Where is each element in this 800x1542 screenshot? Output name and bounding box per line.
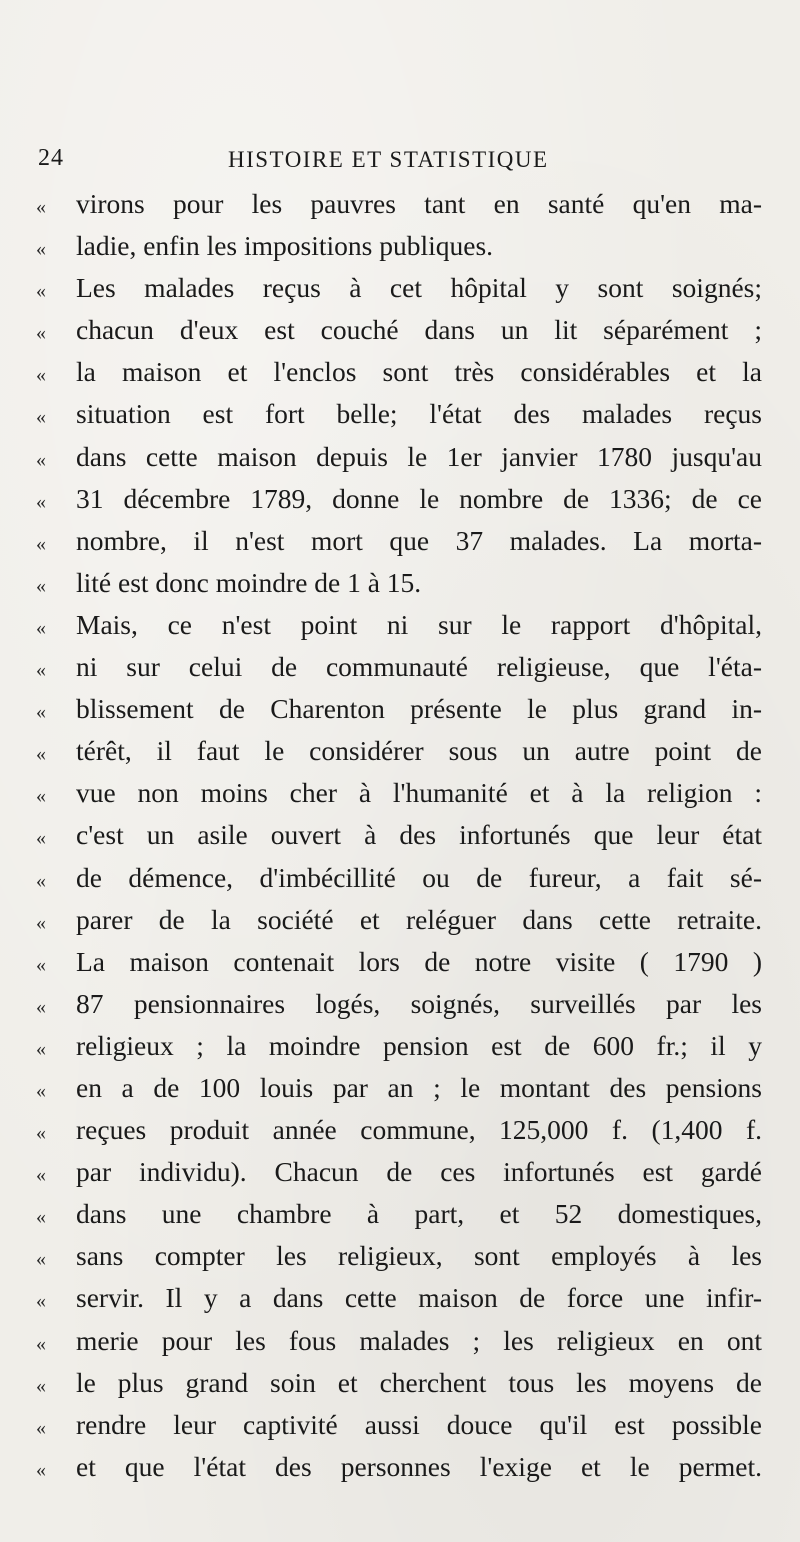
guillemet-mark: « bbox=[36, 953, 46, 976]
line-text: vue non moins cher à l'humanité et à la religion : bbox=[76, 777, 762, 809]
guillemet-mark: « bbox=[36, 322, 46, 345]
text-line bbox=[36, 1067, 762, 1109]
text-line bbox=[36, 941, 762, 983]
guillemet-mark: « bbox=[36, 659, 46, 682]
line-text: sans compter les religieux, sont employés à les bbox=[76, 1240, 762, 1272]
line-text: chacun d'eux est couché dans un lit séparément ; bbox=[76, 314, 762, 346]
text-line bbox=[36, 604, 762, 646]
text-line bbox=[36, 772, 762, 814]
guillemet-mark: « bbox=[36, 1122, 46, 1145]
text-line bbox=[36, 267, 762, 309]
guillemet-mark: « bbox=[36, 196, 46, 218]
line-text: La maison contenait lors de notre visite ( 1790 ) bbox=[76, 945, 762, 977]
text-line bbox=[36, 351, 762, 393]
text-line bbox=[36, 857, 762, 899]
line-text: dans cette maison depuis le 1er janvier 1780 jusqu'au bbox=[76, 440, 762, 472]
line-text: religieux ; la moindre pension est de 600 fr.; il y bbox=[76, 1029, 762, 1061]
text-line bbox=[36, 688, 762, 730]
line-text: reçues produit année commune, 125,000 f. (1,400 f. bbox=[76, 1114, 762, 1146]
text-line bbox=[36, 1151, 762, 1193]
line-text: merie pour les fous malades ; les religieux en ont bbox=[76, 1324, 762, 1356]
line-text: ladie, enfin les impositions publiques. bbox=[76, 230, 494, 262]
text-line bbox=[36, 183, 762, 225]
line-text: rendre leur captivité aussi douce qu'il est possible bbox=[76, 1408, 762, 1440]
guillemet-mark: « bbox=[36, 490, 46, 513]
line-text: 87 pensionnaires logés, soignés, surveillés par les bbox=[76, 987, 762, 1019]
text-line bbox=[36, 730, 762, 772]
line-text: le plus grand soin et cherchent tous les moyens de bbox=[76, 1366, 762, 1398]
text-line bbox=[36, 520, 762, 562]
text-line bbox=[36, 309, 762, 351]
line-text: térêt, il faut le considérer sous un autre point de bbox=[76, 735, 762, 767]
text-line bbox=[36, 1320, 762, 1362]
line-text: la maison et l'enclos sont très considérables et la bbox=[76, 356, 762, 388]
text-line bbox=[36, 1362, 762, 1404]
guillemet-mark: « bbox=[36, 532, 46, 555]
text-line bbox=[36, 225, 762, 267]
line-text: parer de la société et reléguer dans cette retraite. bbox=[76, 903, 762, 935]
guillemet-mark: « bbox=[36, 1164, 46, 1187]
guillemet-mark: « bbox=[36, 1458, 46, 1481]
guillemet-mark: « bbox=[36, 406, 46, 429]
text-line bbox=[36, 393, 762, 435]
guillemet-mark: « bbox=[36, 616, 46, 639]
guillemet-mark: « bbox=[36, 1079, 46, 1102]
text-line bbox=[36, 983, 762, 1025]
text-line bbox=[36, 436, 762, 478]
line-text: ni sur celui de communauté religieuse, que l'éta- bbox=[76, 651, 762, 683]
line-text: nombre, il n'est mort que 37 malades. La morta- bbox=[76, 524, 762, 556]
guillemet-mark: « bbox=[36, 827, 46, 850]
line-text: c'est un asile ouvert à des infortunés que leur état bbox=[76, 819, 762, 851]
text-line bbox=[36, 1193, 762, 1235]
text-line bbox=[36, 562, 762, 604]
guillemet-mark: « bbox=[36, 238, 46, 261]
text-line bbox=[36, 1404, 762, 1446]
guillemet-mark: « bbox=[36, 1206, 46, 1229]
guillemet-mark: « bbox=[36, 1416, 46, 1439]
guillemet-mark: « bbox=[36, 911, 46, 934]
text-line bbox=[36, 1025, 762, 1067]
guillemet-mark: « bbox=[36, 995, 46, 1018]
body-text bbox=[36, 183, 762, 1488]
guillemet-mark: « bbox=[36, 785, 46, 808]
guillemet-mark: « bbox=[36, 1374, 46, 1397]
guillemet-mark: « bbox=[36, 743, 46, 766]
guillemet-mark: « bbox=[36, 574, 46, 597]
text-line bbox=[36, 1109, 762, 1151]
running-head bbox=[38, 145, 758, 181]
guillemet-mark: « bbox=[36, 869, 46, 892]
guillemet-mark: « bbox=[36, 1290, 46, 1313]
text-line bbox=[36, 1235, 762, 1277]
line-text: et que l'état des personnes l'exige et le permet. bbox=[76, 1450, 762, 1482]
line-text: 31 décembre 1789, donne le nombre de 1336; de ce bbox=[76, 482, 762, 514]
line-text: servir. Il y a dans cette maison de force une infir- bbox=[76, 1282, 762, 1314]
line-text: Les malades reçus à cet hôpital y sont soignés; bbox=[76, 272, 762, 304]
line-text: blissement de Charenton présente le plus grand in- bbox=[76, 693, 762, 725]
text-line bbox=[36, 814, 762, 856]
guillemet-mark: « bbox=[36, 701, 46, 724]
text-line bbox=[36, 646, 762, 688]
line-text: lité est donc moindre de 1 à 15. bbox=[76, 566, 422, 598]
guillemet-mark: « bbox=[36, 1037, 46, 1060]
guillemet-mark: « bbox=[36, 364, 46, 387]
line-text: Mais, ce n'est point ni sur le rapport d'hôpital, bbox=[76, 608, 762, 640]
line-text: de démence, d'imbécillité ou de fureur, a fait sé- bbox=[76, 861, 762, 893]
page-number: 24 bbox=[38, 145, 64, 171]
guillemet-mark: « bbox=[36, 280, 46, 303]
text-line bbox=[36, 478, 762, 520]
line-text: par individu). Chacun de ces infortunés est gardé bbox=[76, 1156, 762, 1188]
line-text: virons pour les pauvres tant en santé qu'en ma- bbox=[76, 188, 762, 219]
guillemet-mark: « bbox=[36, 448, 46, 471]
text-line bbox=[36, 899, 762, 941]
text-line bbox=[36, 1277, 762, 1319]
guillemet-mark: « bbox=[36, 1248, 46, 1271]
text-line bbox=[36, 1446, 762, 1488]
guillemet-mark: « bbox=[36, 1332, 46, 1355]
line-text: situation est fort belle; l'état des malades reçus bbox=[76, 398, 762, 430]
line-text: en a de 100 louis par an ; le montant des pensions bbox=[76, 1071, 762, 1103]
line-text: dans une chambre à part, et 52 domestiques, bbox=[76, 1198, 762, 1230]
page-title: HISTOIRE ET STATISTIQUE bbox=[228, 147, 549, 172]
